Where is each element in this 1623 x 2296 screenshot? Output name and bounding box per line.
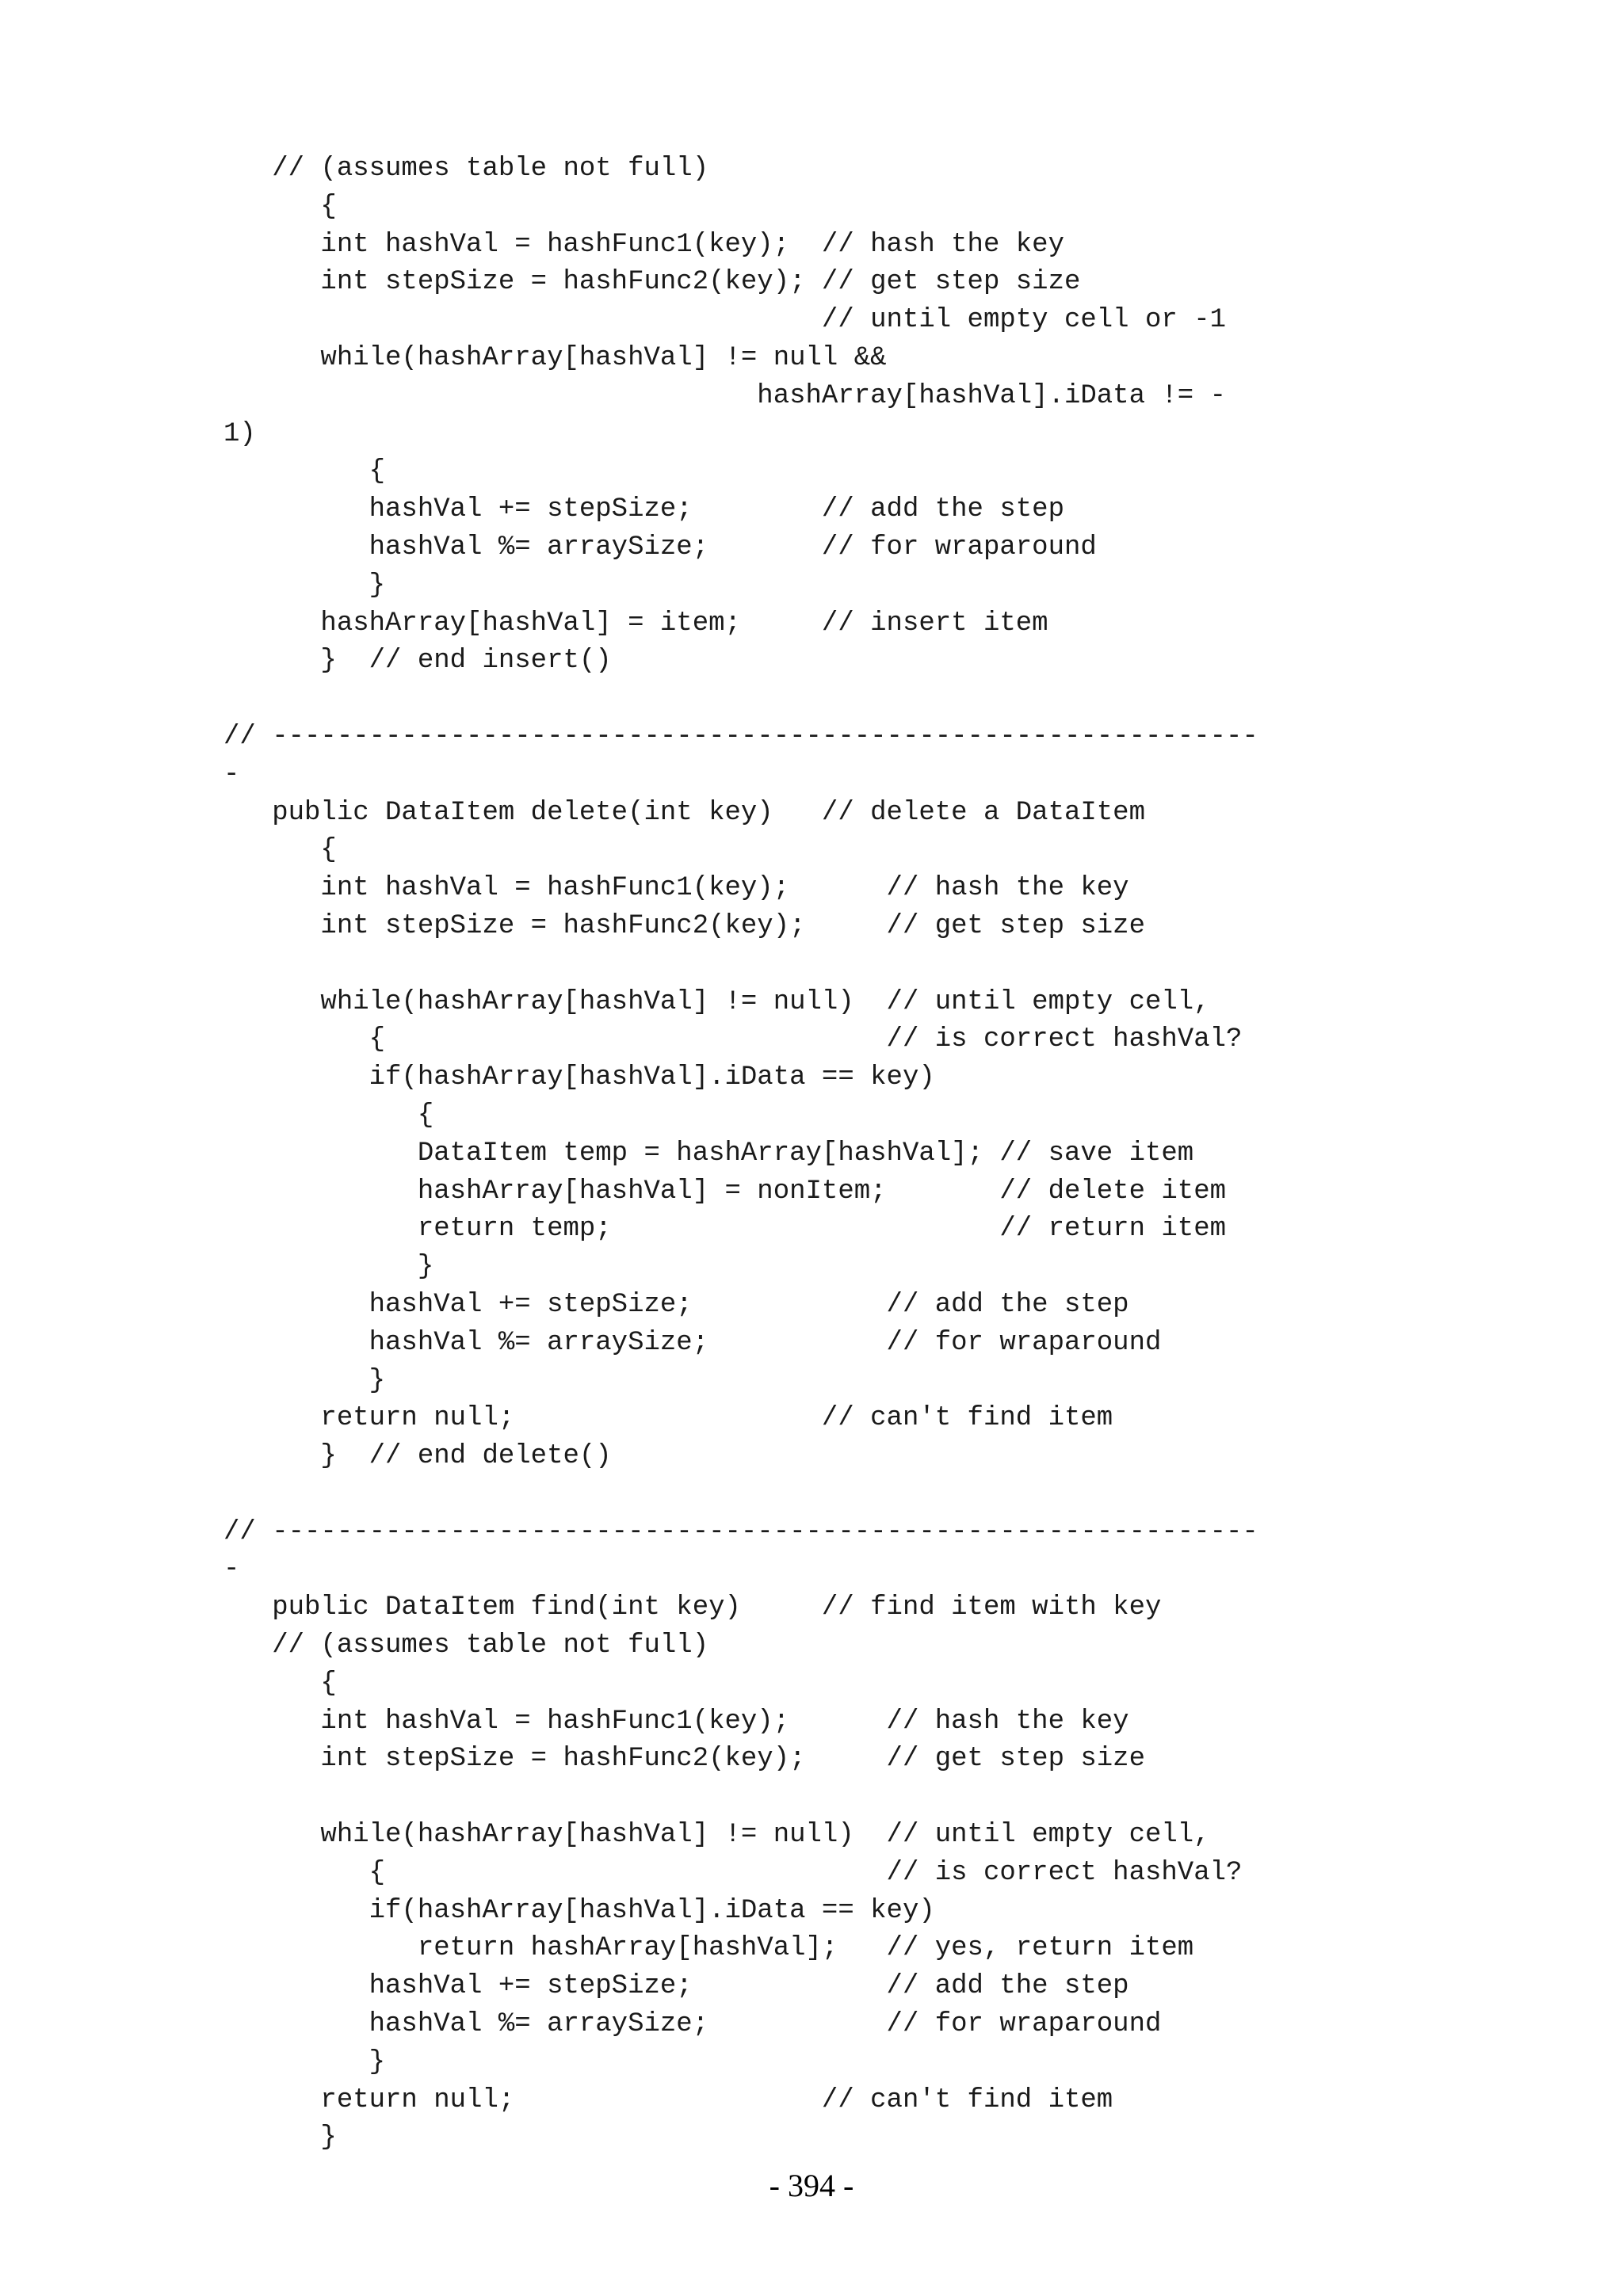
code-line: hashArray[hashVal] = item; // insert item [223,608,1048,639]
code-line: } [223,2046,386,2077]
code-line: if(hashArray[hashVal].iData == key) [223,1895,935,1926]
code-line: // ------------------------------------------------------------- [223,721,1258,752]
code-line: int hashVal = hashFunc1(key); // hash the key [223,873,1129,904]
code-line: } [223,1365,386,1396]
code-line: hashVal %= arraySize; // for wraparound [223,1327,1162,1358]
code-line: hashVal += stepSize; // add the step [223,1971,1129,2002]
code-line: hashVal %= arraySize; // for wraparound [223,532,1097,563]
code-line: return null; // can't find item [223,2084,1113,2115]
code-line: while(hashArray[hashVal] != null) // until empty cell, [223,1820,1210,1851]
code-line [223,1779,1258,1817]
code-listing [223,151,1258,2157]
code-line: return null; // can't find item [223,1403,1113,1434]
code-line: } [223,570,386,601]
code-line: int stepSize = hashFunc2(key); // get step size [223,910,1145,941]
code-line: - [223,1554,240,1585]
code-line: { [223,191,337,222]
code-line: hashVal += stepSize; // add the step [223,1289,1129,1320]
code-line: } [223,2122,337,2153]
code-line: hashArray[hashVal].iData != - [223,380,1227,411]
code-line: public DataItem find(int key) // find item with key [223,1592,1162,1623]
code-line: DataItem temp = hashArray[hashVal]; // save item [223,1138,1194,1169]
code-line: { [223,1100,434,1131]
code-line: hashArray[hashVal] = nonItem; // delete item [223,1176,1227,1207]
code-line: int hashVal = hashFunc1(key); // hash the key [223,1706,1129,1737]
code-line [223,681,1258,719]
page-number: - 394 - [769,2168,854,2203]
code-line: // (assumes table not full) [223,1630,709,1661]
code-line: return hashArray[hashVal]; // yes, return item [223,1933,1194,1964]
code-line: hashVal += stepSize; // add the step [223,494,1064,525]
code-line: int stepSize = hashFunc2(key); // get step size [223,267,1081,298]
code-line: // (assumes table not full) [223,154,709,184]
code-line: { [223,835,337,866]
code-line: while(hashArray[hashVal] != null && [223,342,887,373]
code-line: if(hashArray[hashVal].iData == key) [223,1062,935,1093]
code-line: { // is correct hashVal? [223,1024,1243,1055]
code-line: // ------------------------------------------------------------- [223,1516,1258,1547]
code-line: } [223,1252,434,1283]
code-line: { [223,456,386,487]
code-line: 1) [223,418,256,449]
code-line: while(hashArray[hashVal] != null) // until empty cell, [223,986,1210,1017]
code-line: { [223,1668,337,1699]
code-line: int hashVal = hashFunc1(key); // hash the key [223,229,1064,260]
code-line [223,1476,1258,1514]
code-line: int stepSize = hashFunc2(key); // get step size [223,1744,1145,1775]
code-line: hashVal %= arraySize; // for wraparound [223,2009,1162,2040]
code-line [223,946,1258,984]
code-line: } // end insert() [223,646,612,677]
code-line: { // is correct hashVal? [223,1857,1243,1888]
code-line: // until empty cell or -1 [223,305,1227,336]
code-line: return temp; // return item [223,1214,1227,1245]
code-line: } // end delete() [223,1441,612,1472]
code-line: public DataItem delete(int key) // delete a DataItem [223,797,1145,828]
code-line: - [223,759,240,790]
